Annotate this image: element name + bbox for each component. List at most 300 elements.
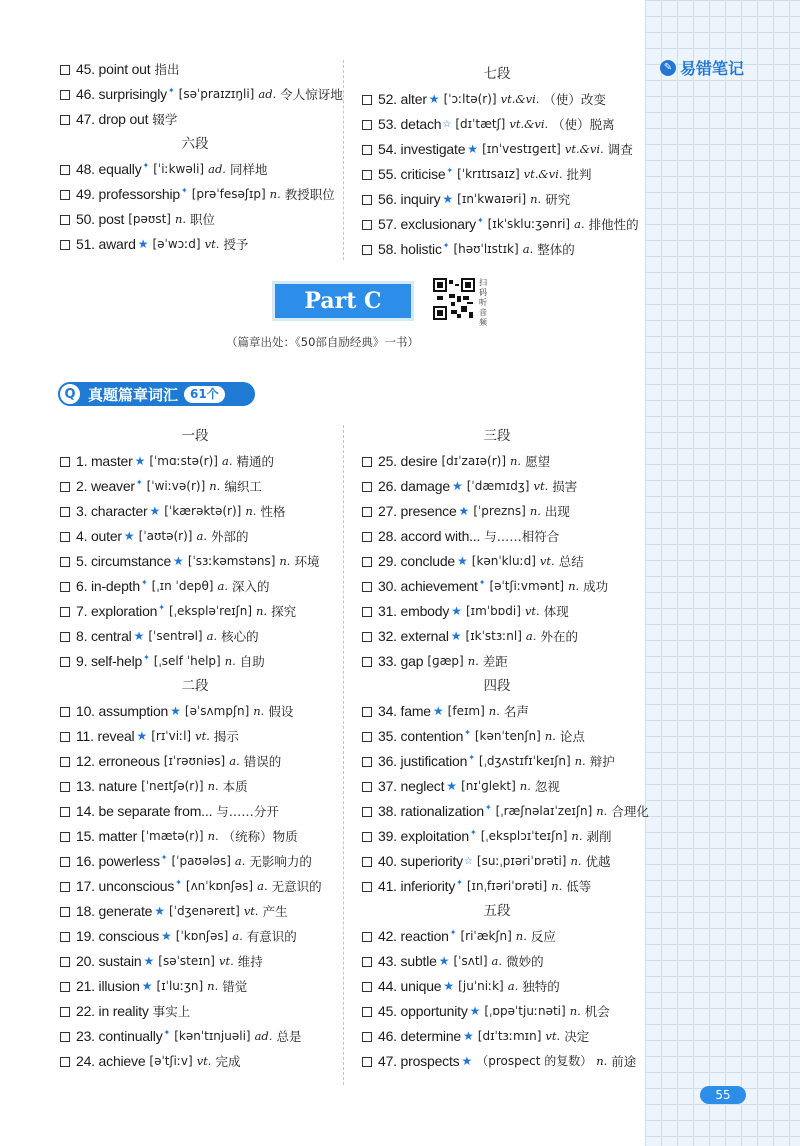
- meaning: 前途: [611, 1054, 637, 1069]
- vocab-word: 30. achievement: [378, 578, 478, 594]
- vocab-word: 58. holistic: [378, 241, 442, 257]
- checkbox[interactable]: [60, 482, 70, 492]
- part-of-speech: n.: [570, 854, 582, 868]
- vocab-item: [362, 924, 632, 949]
- meaning: 产生: [262, 904, 288, 919]
- meaning: 体现: [543, 604, 569, 619]
- vocab-word: 13. nature: [76, 778, 138, 794]
- part-of-speech: vt.: [218, 954, 234, 968]
- vocab-word: 31. embody: [378, 603, 450, 619]
- meaning: 有意识的: [246, 929, 297, 944]
- vocab-word: 53. detach: [378, 116, 442, 132]
- checkbox[interactable]: [362, 632, 372, 642]
- part-of-speech: ad.: [254, 1029, 273, 1043]
- key-word-star-icon: ★: [461, 1054, 473, 1068]
- meaning: 精通的: [236, 454, 275, 469]
- checkbox[interactable]: [362, 457, 372, 467]
- checkbox[interactable]: [362, 982, 372, 992]
- meaning: 职位: [190, 212, 216, 227]
- meaning: 令人惊讶地: [280, 87, 343, 102]
- phonetic: [dɪˈzaɪə(r)]: [441, 454, 507, 468]
- checkbox[interactable]: [60, 832, 70, 842]
- meaning: 合理化: [611, 804, 649, 819]
- checkbox[interactable]: [60, 457, 70, 467]
- phonetic: [suːˌpɪəriˈɒrəti]: [476, 854, 567, 868]
- checkbox[interactable]: [60, 632, 70, 642]
- phonetic: [ˈsentrəl]: [148, 629, 203, 643]
- meaning: 假设: [268, 704, 294, 719]
- meaning: 整体的: [537, 242, 575, 257]
- vocab-word: 14. be separate from...: [76, 803, 213, 819]
- part-of-speech: vt.: [545, 1029, 561, 1043]
- vocab-item: [362, 1049, 637, 1074]
- vocab-word: 57. exclusionary: [378, 216, 476, 232]
- vocabulary-banner: [60, 382, 255, 406]
- phonetic: [ɪmˈbɒdi]: [465, 604, 521, 618]
- vocab-word: 12. erroneous: [76, 753, 160, 769]
- sparkle-icon: ✦: [135, 478, 143, 487]
- part-of-speech: n.: [510, 454, 522, 468]
- sparkle-icon: ✦: [140, 578, 148, 587]
- meaning: 总是: [276, 1029, 302, 1044]
- phonetic: [ɪnˈkwaɪəri]: [457, 192, 527, 206]
- meaning: 剥削: [586, 829, 612, 844]
- part-of-speech: n.: [467, 654, 479, 668]
- vocab-item: [362, 574, 632, 599]
- phonetic: [ˈaʊtə(r)]: [138, 529, 193, 543]
- key-word-star-icon: ★: [428, 92, 440, 106]
- meaning: 无意识的: [271, 879, 322, 894]
- vocab-item: [60, 774, 330, 799]
- part-of-speech: n.: [571, 829, 583, 843]
- key-word-star-icon: ★: [161, 929, 172, 943]
- vocab-item: [60, 499, 330, 524]
- meaning: 独特的: [522, 979, 560, 994]
- checkbox[interactable]: [60, 1007, 70, 1017]
- qr-label: 扫码听音频: [479, 278, 487, 327]
- sparkle-icon: ✦: [167, 86, 175, 95]
- sparkle-icon: ✦: [442, 241, 450, 250]
- vocab-item: [60, 724, 330, 749]
- vocab-word: 39. exploitation: [378, 828, 469, 844]
- meaning: 核心的: [221, 629, 259, 644]
- vocab-word: 50. post: [76, 211, 125, 227]
- meaning: 辍学: [152, 112, 178, 127]
- vocab-word: 19. conscious: [76, 928, 160, 944]
- phonetic: [ˈiːkwəli]: [153, 162, 205, 176]
- part-of-speech: n.: [596, 804, 608, 818]
- sparkle-icon: ✦: [484, 803, 492, 812]
- checkbox[interactable]: [60, 1057, 70, 1067]
- vocab-item: [362, 624, 632, 649]
- checkbox[interactable]: [60, 882, 70, 892]
- part-of-speech: n.: [207, 979, 219, 993]
- part-of-speech: n.: [207, 779, 219, 793]
- key-word-star-icon: ★: [432, 704, 444, 718]
- key-word-star-icon: ★: [463, 1029, 474, 1043]
- checkbox[interactable]: [362, 1032, 372, 1042]
- vocab-word: 49. professorship: [76, 186, 180, 202]
- phonetic: [kənˈtɪnjuəli]: [174, 1029, 251, 1043]
- meaning: 授予: [223, 237, 249, 252]
- page-number: 55: [700, 1086, 746, 1104]
- meaning: （使）脱离: [552, 117, 615, 132]
- phonetic: [ˌɪn ˈdepθ]: [151, 579, 214, 593]
- phonetic: [əˈwɔːd]: [152, 237, 201, 251]
- meaning: 深入的: [232, 579, 270, 594]
- phonetic: [ˌeksplɔɪˈteɪʃn]: [480, 829, 568, 843]
- checkbox[interactable]: [60, 240, 70, 250]
- vocab-item: [60, 974, 330, 999]
- checkbox[interactable]: [362, 145, 372, 155]
- sparkle-icon: ✦: [476, 216, 484, 225]
- vocab-item: [60, 624, 330, 649]
- phonetic: [juˈniːk]: [458, 979, 504, 993]
- vocab-item: [60, 699, 330, 724]
- sparkle-icon: ✦: [160, 853, 168, 862]
- vocab-word: 23. continually: [76, 1028, 163, 1044]
- part-of-speech: n.: [596, 1054, 608, 1068]
- vocab-word: 5. circumstance: [76, 553, 172, 569]
- checkbox[interactable]: [362, 95, 372, 105]
- checkbox[interactable]: [60, 907, 70, 917]
- phonetic: [əˈtʃiːv]: [149, 1054, 193, 1068]
- checkbox[interactable]: [362, 707, 372, 717]
- part-of-speech: a.: [507, 979, 519, 993]
- checkbox[interactable]: [60, 782, 70, 792]
- meaning: 外在的: [540, 629, 578, 644]
- sparkle-icon: ✦: [163, 1028, 171, 1037]
- checkbox[interactable]: [362, 882, 372, 892]
- part-of-speech: n.: [207, 829, 219, 843]
- vocab-item: [362, 874, 632, 899]
- part-of-speech: a.: [221, 454, 233, 468]
- phonetic: [əˈsʌmpʃn]: [184, 704, 250, 718]
- phonetic: [ɪkˈskluːʒənri]: [487, 217, 571, 231]
- vocab-word: 34. fame: [378, 703, 431, 719]
- vocab-word: 24. achieve: [76, 1053, 146, 1069]
- phonetic: [səˈpraɪzɪŋli]: [178, 87, 255, 101]
- key-word-star-icon: ★: [173, 554, 184, 568]
- vocab-word: 46. surprisingly: [76, 86, 167, 102]
- checkbox[interactable]: [60, 65, 70, 75]
- sidebar-label-text: 易错笔记: [680, 59, 745, 78]
- meaning: 反应: [530, 929, 556, 944]
- key-word-star-icon: ★: [149, 504, 161, 518]
- vocab-item: [362, 474, 632, 499]
- phonetic: [feɪm]: [447, 704, 485, 718]
- part-of-speech: n.: [551, 879, 563, 893]
- checkbox[interactable]: [60, 507, 70, 517]
- checkbox[interactable]: [362, 657, 372, 667]
- meaning: 与……相符合: [484, 529, 560, 544]
- vocab-item: [60, 799, 330, 824]
- checkbox[interactable]: [362, 120, 372, 130]
- vocab-word: 21. illusion: [76, 978, 140, 994]
- vocab-item: [60, 549, 330, 574]
- checkbox[interactable]: [60, 215, 70, 225]
- part-of-speech: a.: [217, 579, 228, 593]
- vocab-item: [362, 212, 639, 237]
- checkbox[interactable]: [362, 245, 372, 255]
- vocab-item: [362, 649, 632, 674]
- vocab-item: [60, 574, 330, 599]
- vocab-item: [362, 187, 632, 212]
- phonetic: [ˈsɜːkəmstəns]: [187, 554, 276, 568]
- checkbox[interactable]: [362, 607, 372, 617]
- vocab-item: [60, 182, 335, 207]
- phonetic: [ˈmɑːstə(r)]: [149, 454, 218, 468]
- checkbox[interactable]: [60, 1032, 70, 1042]
- paragraph-heading: 五段: [483, 903, 511, 919]
- part-of-speech: n.: [529, 504, 541, 518]
- vocab-word: 45. opportunity: [378, 1003, 468, 1019]
- key-word-star-icon: ★: [143, 954, 155, 968]
- checkbox[interactable]: [362, 507, 372, 517]
- part-of-speech: a.: [232, 929, 243, 943]
- part-of-speech: n.: [515, 929, 527, 943]
- meaning: 揭示: [213, 729, 239, 744]
- top-right-column: [362, 62, 639, 262]
- checkbox[interactable]: [362, 1007, 372, 1017]
- part-of-speech: vt.: [196, 1054, 212, 1068]
- key-word-star-icon: ★: [457, 554, 468, 568]
- sparkle-icon: ✦: [468, 753, 475, 762]
- vocab-item: [362, 449, 632, 474]
- vocab-word: 51. award: [76, 236, 136, 252]
- meaning: 损害: [552, 479, 578, 494]
- vocab-item: [60, 107, 330, 132]
- key-word-star-icon: ★: [442, 192, 454, 206]
- part-of-speech: ad.: [208, 162, 226, 176]
- vocab-word: 48. equally: [76, 161, 142, 177]
- meaning: 优越: [585, 854, 611, 869]
- checkbox[interactable]: [362, 732, 372, 742]
- part-c-title: Part C: [275, 284, 411, 318]
- phonetic: [rɪˈviːl]: [151, 729, 192, 743]
- checkbox[interactable]: [362, 957, 372, 967]
- pencil-icon: ✎: [660, 60, 676, 76]
- checkbox[interactable]: [60, 707, 70, 717]
- checkbox[interactable]: [362, 482, 372, 492]
- phonetic: [ˈɔːltə(r)]: [443, 92, 497, 106]
- checkbox[interactable]: [362, 582, 372, 592]
- meaning: 自助: [239, 654, 265, 669]
- vocab-item: [60, 849, 330, 874]
- checkbox[interactable]: [60, 757, 70, 767]
- meaning: 调查: [607, 142, 633, 157]
- part-of-speech: n.: [256, 604, 268, 618]
- part-of-speech: a.: [525, 629, 537, 643]
- meaning: （统称）物质: [222, 829, 298, 844]
- phonetic: [ˈwiːvə(r)]: [146, 479, 206, 493]
- meaning: 同样地: [229, 162, 268, 177]
- checkbox[interactable]: [362, 782, 372, 792]
- part-of-speech: vt.&vi.: [509, 117, 549, 131]
- vocab-word: 10. assumption: [76, 703, 169, 719]
- vocab-item: [60, 1049, 330, 1074]
- checkbox[interactable]: [362, 170, 372, 180]
- checkbox[interactable]: [362, 532, 372, 542]
- checkbox[interactable]: [60, 932, 70, 942]
- phonetic: [ˈprezns]: [473, 504, 526, 518]
- vocab-word: 47. prospects: [378, 1053, 460, 1069]
- part-of-speech: vt.: [533, 479, 549, 493]
- checkbox[interactable]: [362, 195, 372, 205]
- vocab-item: [60, 749, 330, 774]
- paragraph-heading: 三段: [483, 428, 511, 444]
- checkbox[interactable]: [362, 932, 372, 942]
- vocab-item: [362, 749, 632, 774]
- vocab-word: 33. gap: [378, 653, 424, 669]
- part-of-speech: n.: [269, 187, 281, 201]
- key-word-star-icon: ★: [458, 504, 470, 518]
- part-of-speech: a.: [196, 529, 207, 543]
- key-word-star-icon: ★: [446, 779, 458, 793]
- phonetic: [səˈsteɪn]: [158, 954, 215, 968]
- vocab-word: 35. contention: [378, 728, 464, 744]
- vocab-word: 43. subtle: [378, 953, 437, 969]
- column-divider-top: [343, 60, 344, 260]
- key-word-star-icon: ★: [137, 237, 149, 251]
- meaning: 名声: [503, 704, 529, 719]
- checkbox[interactable]: [362, 857, 372, 867]
- vocab-item: [60, 1024, 330, 1049]
- part-of-speech: a.: [491, 954, 503, 968]
- part-of-speech: a.: [234, 854, 246, 868]
- checkbox[interactable]: [362, 220, 372, 230]
- vocab-word: 55. criticise: [378, 166, 446, 182]
- vocab-word: 37. neglect: [378, 778, 445, 794]
- phonetic: [ˌself ˈhelp]: [153, 654, 221, 668]
- vocab-item: [60, 157, 330, 182]
- phonetic: [ɡæp]: [427, 654, 464, 668]
- meaning: 排他性的: [588, 217, 639, 232]
- meaning: 性格: [260, 504, 286, 519]
- part-of-speech: n.: [253, 704, 265, 718]
- vocab-item: [60, 449, 330, 474]
- banner-title: 真题篇章词汇: [88, 385, 179, 404]
- vocab-word: 25. desire: [378, 453, 438, 469]
- part-of-speech: n.: [544, 729, 556, 743]
- checkbox[interactable]: [60, 115, 70, 125]
- vocab-word: 17. unconscious: [76, 878, 175, 894]
- part-of-speech: n.: [209, 479, 221, 493]
- banner-count-badge: 61个: [184, 386, 225, 403]
- vocab-word: 29. conclude: [378, 553, 455, 569]
- key-word-star-icon: ★: [450, 629, 462, 643]
- checkbox[interactable]: [60, 857, 70, 867]
- key-word-star-icon: ★: [451, 604, 462, 618]
- phonetic: [prəˈfesəʃɪp]: [191, 187, 266, 201]
- part-of-speech: vt.: [204, 237, 220, 251]
- vocab-word: 52. alter: [378, 91, 427, 107]
- vocab-item: [362, 699, 632, 724]
- phonetic: [ˌdʒʌstɪfɪˈkeɪʃn]: [478, 754, 571, 768]
- vocab-word: 46. determine: [378, 1028, 462, 1044]
- qr-code[interactable]: [433, 278, 475, 320]
- checkbox[interactable]: [60, 657, 70, 667]
- key-word-star-icon: ★: [133, 629, 145, 643]
- meaning: （使）改变: [543, 92, 606, 107]
- phonetic: [ˈneɪtʃə(r)]: [141, 779, 204, 793]
- phonetic: [dɪˈtɜːmɪn]: [477, 1029, 542, 1043]
- phonetic: [ɪˈrəʊniəs]: [163, 754, 226, 768]
- checkbox[interactable]: [60, 190, 70, 200]
- meaning: 教授职位: [284, 187, 335, 202]
- checkbox[interactable]: [362, 807, 372, 817]
- vocab-word: 32. external: [378, 628, 449, 644]
- part-of-speech: a.: [522, 242, 534, 256]
- vocab-item: [362, 999, 632, 1024]
- vocab-item: [60, 599, 330, 624]
- part-of-speech: vt.: [243, 904, 259, 918]
- meaning: 完成: [215, 1054, 241, 1069]
- checkbox[interactable]: [60, 607, 70, 617]
- checkbox[interactable]: [60, 957, 70, 967]
- vocab-item: [60, 949, 330, 974]
- checkbox[interactable]: [362, 757, 372, 767]
- meaning: 忽视: [534, 779, 560, 794]
- vocab-word: 54. investigate: [378, 141, 466, 157]
- phonetic: [ˈkærəktə(r)]: [164, 504, 242, 518]
- search-icon: Q: [58, 382, 82, 406]
- vocab-word: 1. master: [76, 453, 133, 469]
- checkbox[interactable]: [60, 982, 70, 992]
- part-of-speech: n.: [519, 779, 531, 793]
- vocab-item: [362, 974, 632, 999]
- key-word-star-icon: ★: [134, 454, 146, 468]
- vocab-item: [362, 799, 649, 824]
- phonetic: [ɪnˌfɪəriˈɒrəti]: [466, 879, 548, 893]
- vocab-word: 7. exploration: [76, 603, 158, 619]
- meaning: 指出: [154, 62, 180, 77]
- key-word-star-icon: ★: [443, 979, 455, 993]
- paragraph-heading: 六段: [181, 136, 209, 152]
- paragraph-heading: 一段: [181, 428, 209, 444]
- vocab-item: [362, 824, 632, 849]
- checkbox[interactable]: [60, 732, 70, 742]
- checkbox[interactable]: [362, 832, 372, 842]
- part-of-speech: n.: [568, 579, 580, 593]
- vocab-item: [362, 499, 632, 524]
- vocab-item: [362, 137, 632, 162]
- checkbox[interactable]: [60, 532, 70, 542]
- part-of-speech: a.: [257, 879, 268, 893]
- sparkle-icon: ✦: [175, 878, 182, 887]
- checkbox[interactable]: [362, 1057, 372, 1067]
- vocab-word: 27. presence: [378, 503, 457, 519]
- phonetic: [pəʊst]: [128, 212, 171, 226]
- vocab-item: [362, 1024, 632, 1049]
- part-of-speech: n.: [574, 754, 586, 768]
- part-of-speech: n.: [174, 212, 187, 226]
- vocab-item: [60, 874, 330, 899]
- source-note: （篇章出处：《50部自励经典》一书）: [226, 335, 419, 349]
- checkbox[interactable]: [60, 90, 70, 100]
- vocab-item: [60, 207, 330, 232]
- checkbox[interactable]: [60, 165, 70, 175]
- meaning: 批判: [566, 167, 592, 182]
- checkbox[interactable]: [60, 557, 70, 567]
- checkbox[interactable]: [60, 807, 70, 817]
- checkbox[interactable]: [362, 557, 372, 567]
- meaning: 差距: [482, 654, 508, 669]
- vocab-item: [60, 924, 330, 949]
- meaning: 机会: [584, 1004, 610, 1019]
- checkbox[interactable]: [60, 582, 70, 592]
- vocab-word: 28. accord with...: [378, 528, 481, 544]
